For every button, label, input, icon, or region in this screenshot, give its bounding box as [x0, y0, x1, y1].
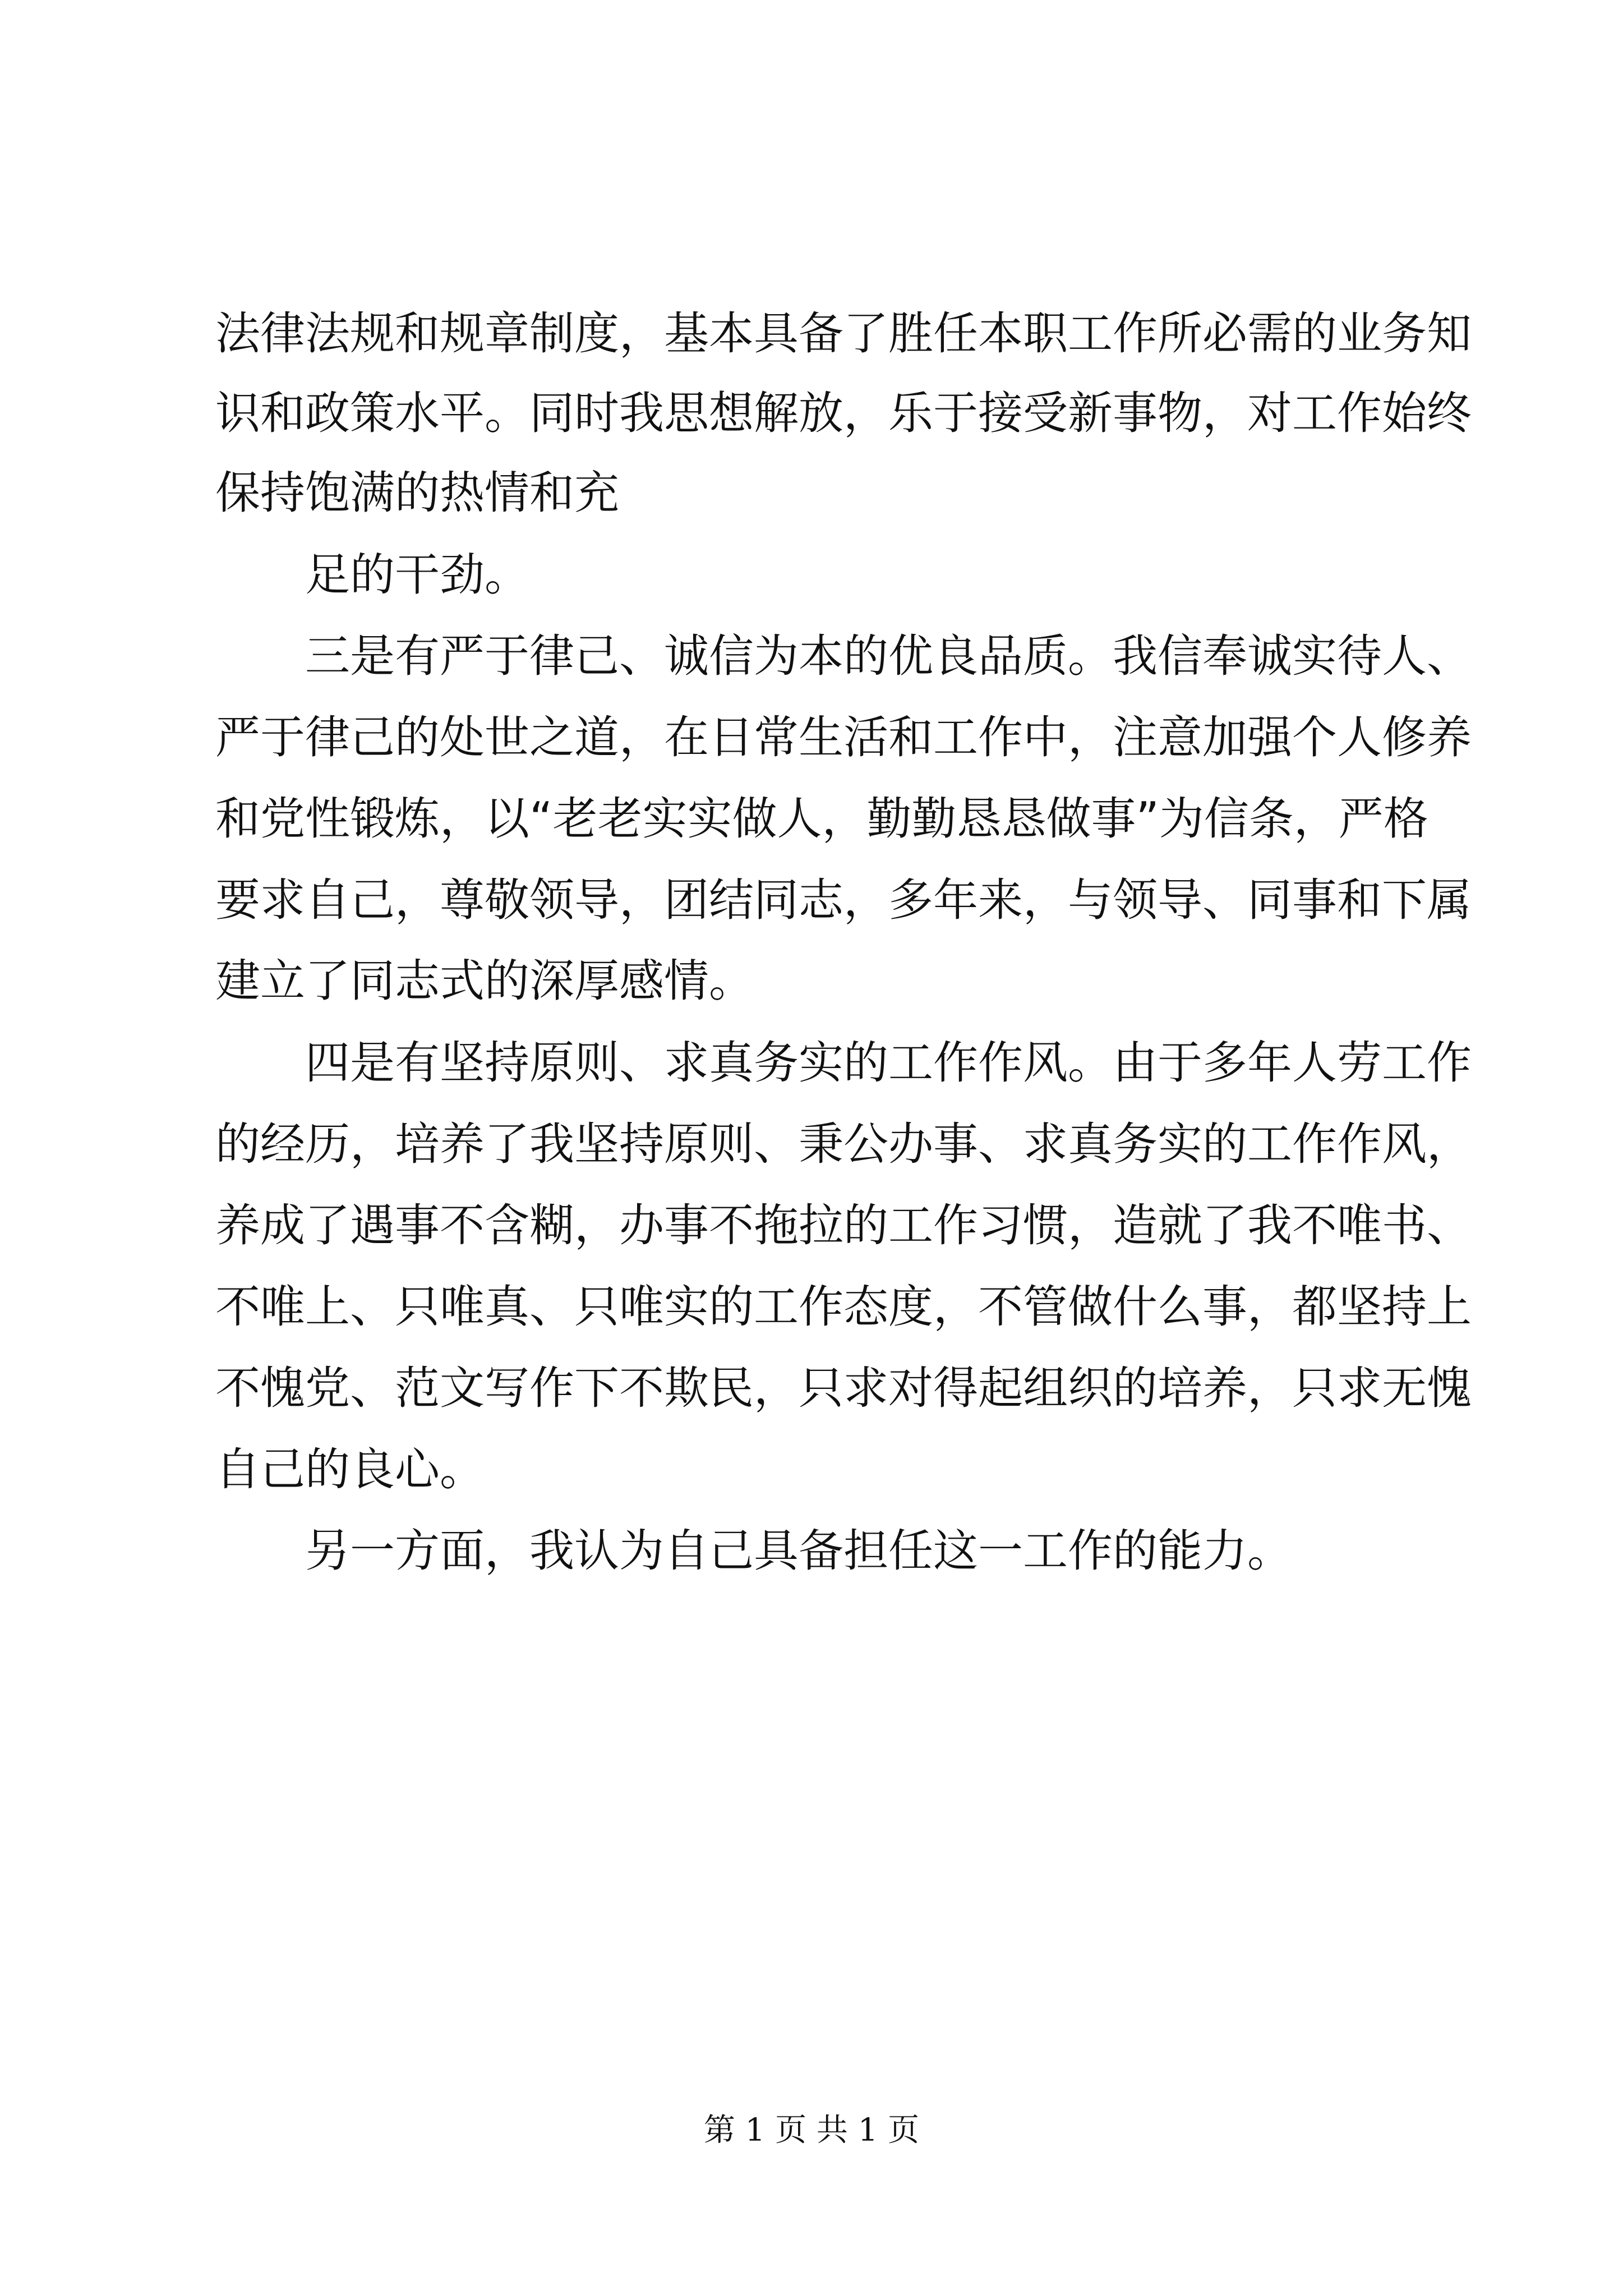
- text-line-9: 建立了同志式的深厚感情。: [215, 955, 754, 1007]
- text-line-13: 不唯上、只唯真、只唯实的工作态度，不管做什么事，都坚持上: [215, 1281, 1472, 1333]
- text-line-3: 保持饱满的热情和充: [215, 467, 619, 519]
- text-line-12: 养成了遇事不含糊，办事不拖拉的工作习惯，造就了我不唯书、: [215, 1199, 1472, 1251]
- text-line-8: 要求自己，尊敬领导，团结同志，多年来，与领导、同事和下属: [215, 874, 1472, 926]
- text-line-10: 四是有坚持原则、求真务实的工作作风。由于多年人劳工作: [305, 1037, 1472, 1089]
- text-line-11: 的经历，培养了我坚持原则、秉公办事、求真务实的工作作风，: [215, 1118, 1472, 1170]
- text-line-6: 严于律己的处世之道，在日常生活和工作中，注意加强个人修养: [215, 711, 1472, 763]
- text-line-1: 法律法规和规章制度，基本具备了胜任本职工作所必需的业务知: [215, 307, 1472, 360]
- text-line-7: 和党性锻炼，以“老老实实做人，勤勤恳恳做事”为信条，严格: [215, 793, 1428, 845]
- text-line-16: 另一方面，我认为自己具备担任这一工作的能力。: [305, 1525, 1292, 1577]
- text-line-2: 识和政策水平。同时我思想解放，乐于接受新事物，对工作始终: [215, 387, 1472, 439]
- text-line-5: 三是有严于律己、诚信为本的优良品质。我信奉诚实待人、: [305, 630, 1472, 682]
- text-line-15: 自己的良心。: [215, 1443, 485, 1496]
- text-line-14: 不愧党、范文写作下不欺民，只求对得起组织的培养，只求无愧: [215, 1362, 1472, 1414]
- page-number-footer: 第 1 页 共 1 页: [703, 2112, 920, 2148]
- text-line-4: 足的干劲。: [305, 549, 529, 601]
